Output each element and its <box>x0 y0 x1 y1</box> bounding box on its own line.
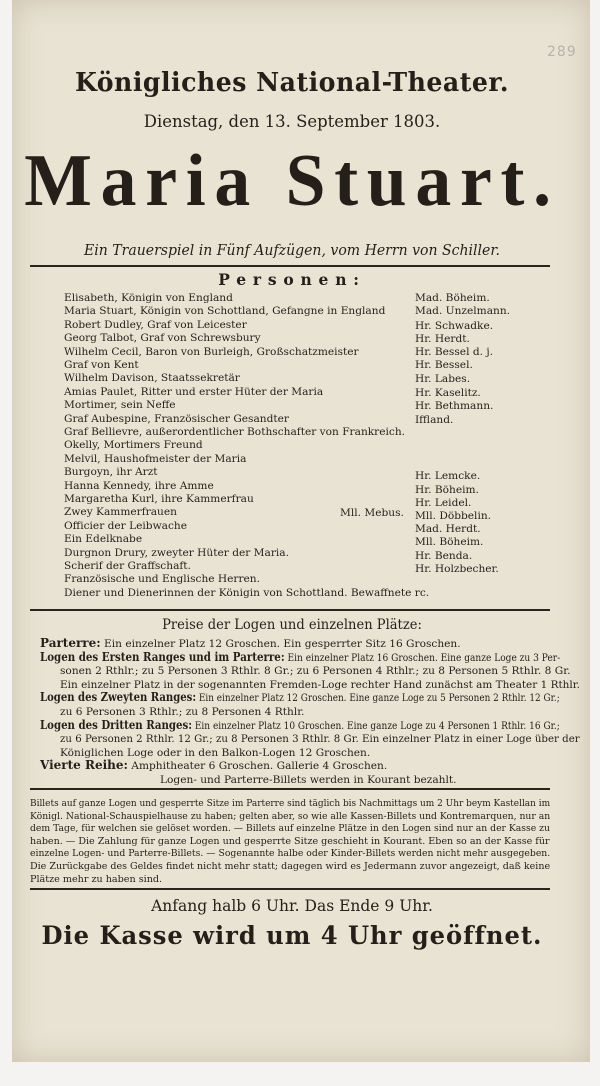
cast-role: Zwey Kammerfrauen <box>64 506 177 519</box>
price-line <box>60 677 580 691</box>
cast-actor: Hr. Holzbecher. <box>415 563 499 575</box>
cast-role: Graf von Kent <box>64 359 139 371</box>
cast-actor: Hr. Kaselitz. <box>415 387 481 399</box>
price-category: Logen des Dritten Ranges: <box>40 717 193 732</box>
price-detail: Ein einzelner Platz 10 Groschen. Eine ganze Loge zu 4 Personen 1 Rthlr. 16 Gr.; <box>192 719 560 732</box>
price-line <box>60 663 570 677</box>
archive-number: 289 <box>547 44 577 60</box>
cast-extra-actor: Mll. Mebus. <box>340 507 404 519</box>
price-line <box>60 704 305 718</box>
divider <box>30 609 550 611</box>
cast-role: Elisabeth, Königin von England <box>64 292 233 304</box>
cast-actor: Hr. Schwadke. <box>415 320 494 332</box>
cast-role: Graf Bellievre, außerordentlicher Bothschafter von Frankreich. <box>64 426 406 438</box>
cast-role: Wilhelm Davison, Staatssekretär <box>64 372 240 385</box>
price-category: Parterre: <box>40 636 101 650</box>
cast-role: Französische und Englische Herren. <box>64 573 260 586</box>
price-line <box>40 650 560 664</box>
cast-actor: Hr. Böheim. <box>415 484 479 496</box>
price-line <box>60 731 580 745</box>
price-detail: Ein einzelner Platz 12 Groschen. Ein gesperrter Sitz 16 Groschen. <box>100 638 461 650</box>
notice-line: haben. — Die Zahlung für ganze Logen und gesperrte Sitze geschieht in Kourant. Eben so an der Kasse für <box>30 835 550 847</box>
cast-heading: Personen: <box>218 270 366 289</box>
cast-actor: Hr. Bethmann. <box>415 400 494 412</box>
cast-role: Diener und Dienerinnen der Königin von Schottland. Bewaffnete rc. <box>64 586 430 599</box>
notice-line: dem Tage, für welchen sie gelöset worden. — Billets auf einzelne Plätze in den Logen sind nur an der Kasse zu <box>30 823 550 835</box>
price-detail: Logen- und Parterre-Billets werden in Kourant bezahlt. <box>160 774 457 786</box>
cast-actor: Iffland. <box>415 414 454 426</box>
price-line <box>40 690 560 704</box>
playbill-sheet <box>12 0 590 1062</box>
cast-actor: Mad. Böheim. <box>415 292 490 304</box>
cast-role: Scherif der Graffschaft. <box>64 560 191 572</box>
cast-role: Burgoyn, ihr Arzt <box>64 466 158 479</box>
cast-role: Officier der Leibwache <box>64 519 187 532</box>
cast-role: Margaretha Kurl, ihre Kammerfrau <box>64 493 254 505</box>
price-line <box>60 745 370 759</box>
box-office-opening: Die Kasse wird um 4 Uhr geöffnet. <box>41 921 543 950</box>
cast-role: Robert Dudley, Graf von Leicester <box>64 318 247 331</box>
cast-actor: Hr. Lemcke. <box>415 470 481 482</box>
price-category: Vierte Reihe: <box>40 758 128 773</box>
price-category: Logen des Ersten Ranges und im Parterre: <box>40 649 285 664</box>
notice-line: Billets auf ganze Logen und gesperrte Sitze im Parterre sind täglich bis Nachmittags um 2 Uhr beym Kastellan im <box>30 798 551 809</box>
notice-line: einzelne Logen- und Parterre-Billets. — Sogenannte halbe oder Kinder-Billets werden nicht mehr ausgegeben. <box>30 848 551 860</box>
divider <box>30 265 550 267</box>
cast-role: Georg Talbot, Graf von Schrewsbury <box>64 332 261 345</box>
price-category: Logen des Zweyten Ranges: <box>40 690 197 705</box>
price-detail: zu 6 Personen 3 Rthlr.; zu 8 Personen 4 Rthlr. <box>60 706 305 718</box>
play-title: Maria Stuart. <box>24 140 560 222</box>
cast-actor: Mad. Herdt. <box>415 523 481 535</box>
play-subtitle: Ein Trauerspiel in Fünf Aufzügen, vom Herrn von Schiller. <box>83 243 500 259</box>
notice-line: Plätze mehr zu haben sind. <box>30 873 163 885</box>
cast-role: Graf Aubespine, Französischer Gesandter <box>64 412 289 425</box>
cast-role: Amias Paulet, Ritter und erster Hüter der Maria <box>64 385 324 398</box>
cast-actor: Hr. Bessel. <box>415 359 473 371</box>
price-line <box>40 758 387 772</box>
cast-actor: Mad. Unzelmann. <box>415 305 511 317</box>
price-detail: Amphitheater 6 Groschen. Gallerie 4 Groschen. <box>127 760 388 773</box>
divider <box>30 888 550 890</box>
price-line <box>40 718 560 732</box>
cast-role: Okelly, Mortimers Freund <box>64 439 203 452</box>
cast-actor: Hr. Herdt. <box>415 333 470 345</box>
price-detail: Königlichen Loge oder in den Balkon-Logen 12 Groschen. <box>60 746 371 759</box>
cast-actor: Hr. Bessel d. j. <box>415 346 493 358</box>
cast-role: Wilhelm Cecil, Baron von Burleigh, Großschatzmeister <box>64 345 359 358</box>
cast-role: Melvil, Haushofmeister der Maria <box>64 452 247 465</box>
price-detail: Ein einzelner Platz 12 Groschen. Eine ganze Loge zu 5 Personen 2 Rthlr. 12 Gr.; <box>196 692 560 705</box>
price-line <box>40 636 461 650</box>
theater-name: Königliches National-Theater. <box>74 68 510 98</box>
cast-actor: Hr. Benda. <box>415 550 473 562</box>
cast-actor: Hr. Labes. <box>415 373 471 385</box>
notice-line: Die Zurückgabe des Geldes findet nicht mehr statt; dagegen wird es Jedermann zuvor angezeigt, daß keine <box>30 861 551 872</box>
price-detail: Ein einzelner Platz 16 Groschen. Eine ganze Loge zu 3 Per- <box>284 651 561 664</box>
cast-actor: Mll. Böheim. <box>415 536 484 548</box>
price-line <box>160 772 457 786</box>
prices-heading: Preise der Logen und einzelnen Plätze: <box>162 617 422 633</box>
cast-actor: Hr. Leidel. <box>415 497 472 509</box>
cast-actor: Mll. Döbbelin. <box>415 510 492 522</box>
price-detail: Ein einzelner Platz in der sogenannten Fremden-Loge rechter Hand zunächst am Theater 1 Rthlr. <box>60 678 580 691</box>
cast-role: Durgnon Drury, zweyter Hüter der Maria. <box>64 546 289 559</box>
performance-date: Dienstag, den 13. September 1803. <box>143 112 441 132</box>
start-time: Anfang halb 6 Uhr. Das Ende 9 Uhr. <box>151 896 433 915</box>
cast-role: Ein Edelknabe <box>64 533 143 546</box>
divider <box>30 788 550 790</box>
cast-role: Maria Stuart, Königin von Schottland, Gefangne in England <box>64 305 386 318</box>
price-detail: zu 6 Personen 2 Rthlr. 12 Gr.; zu 8 Personen 3 Rthlr. 8 Gr. Ein einzelner Platz in einer Loge über der <box>60 733 580 746</box>
cast-role: Hanna Kennedy, ihre Amme <box>64 479 214 492</box>
price-detail: sonen 2 Rthlr.; zu 5 Personen 3 Rthlr. 8 Gr.; zu 6 Personen 4 Rthlr.; zu 8 Personen 5 Rthlr. 8 Gr. <box>60 665 571 678</box>
cast-role: Mortimer, sein Neffe <box>64 399 176 412</box>
notice-line: Königl. National-Schauspielhause zu haben; gelten aber, so wie alle Kassen-Billets und Kontremarquen, nur an <box>30 810 551 822</box>
